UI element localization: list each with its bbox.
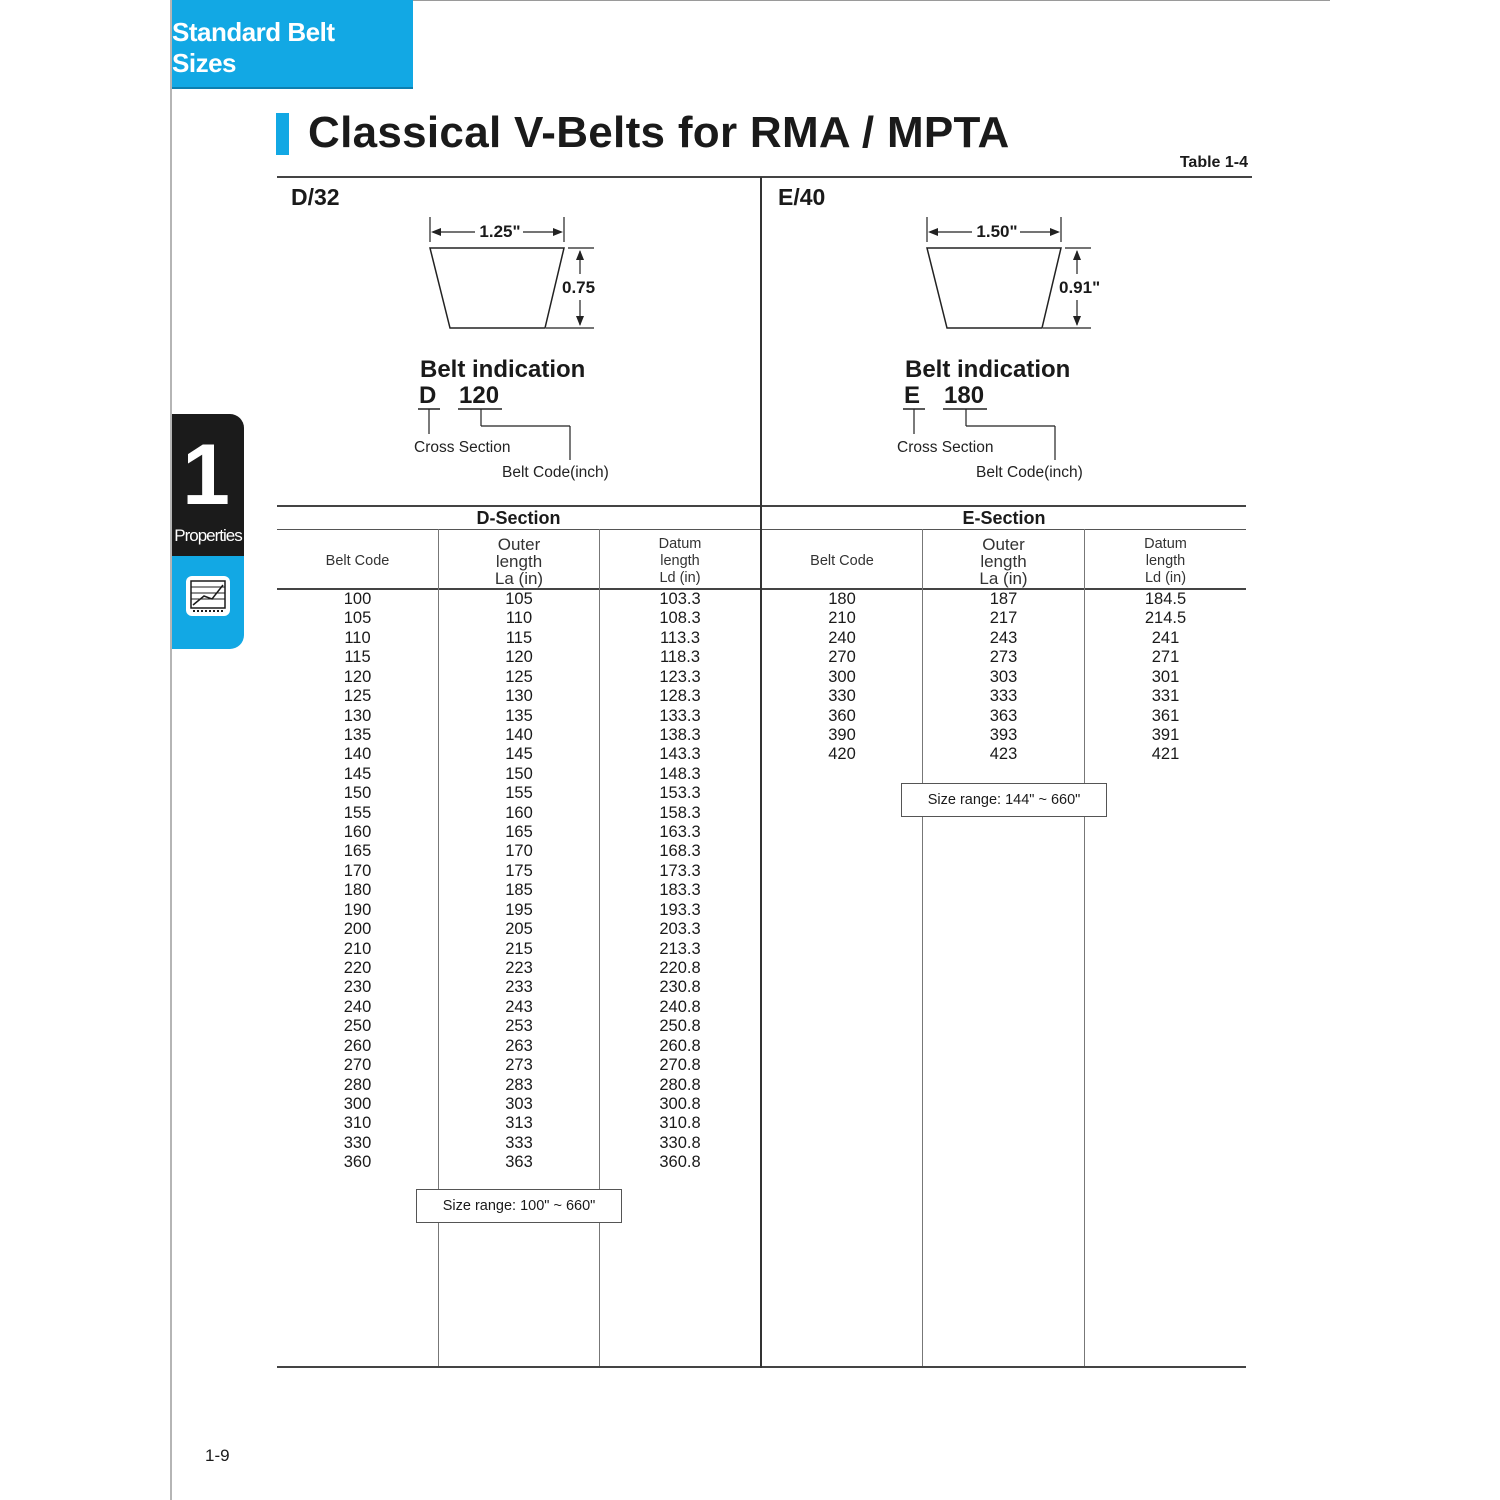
table-cell: 270.8 xyxy=(659,1056,701,1075)
chapter-label: Properties xyxy=(174,526,242,545)
table-cell: 240 xyxy=(343,997,372,1016)
table-cell: 330 xyxy=(828,687,856,706)
table-number: Table 1-4 xyxy=(1179,154,1248,171)
table-cell: 173.3 xyxy=(659,861,701,880)
table-cell: 183.3 xyxy=(659,881,701,900)
table-cell: 300.8 xyxy=(659,1094,701,1113)
chapter-number: 1 xyxy=(182,427,230,523)
e-col-head-outer-length: Outer length La (in) xyxy=(979,534,1028,588)
table-cell: 313 xyxy=(505,1114,533,1133)
d-col-datum-length xyxy=(600,590,760,1173)
table-cell: 160 xyxy=(505,803,533,822)
table-cell: 115 xyxy=(505,628,533,647)
table-cell: 330.8 xyxy=(659,1133,701,1152)
chapter-tab[interactable] xyxy=(172,414,244,556)
e-col-head-belt-code: Belt Code xyxy=(810,552,874,569)
table-cell: 217 xyxy=(989,609,1018,628)
e-col-head-datum-length: Datum length Ld (in) xyxy=(1144,535,1187,586)
table-cell: 360 xyxy=(343,1153,372,1172)
e-col-datum-length xyxy=(1085,590,1246,765)
center-divider xyxy=(760,177,762,1368)
table-cell: 361 xyxy=(1151,706,1180,725)
table-cell: 100 xyxy=(343,590,372,608)
table-cell: 103.3 xyxy=(659,590,701,608)
table-cell: 333 xyxy=(989,687,1018,706)
d-col-head-belt-code: Belt Code xyxy=(325,552,390,569)
e-indication-letter: E xyxy=(904,382,921,409)
table-cell: 120 xyxy=(505,648,533,667)
table-cell: 273 xyxy=(989,648,1018,667)
d-table-title: D-Section xyxy=(476,508,561,528)
table-cell: 125 xyxy=(343,687,372,706)
table-cell: 110 xyxy=(505,609,533,628)
table-cell: 155 xyxy=(505,784,533,803)
table-cell: 175 xyxy=(505,861,533,880)
chapter-tab-icon-area[interactable] xyxy=(172,556,244,649)
header-tab-rule xyxy=(172,87,413,89)
d-col-outer-length xyxy=(439,590,599,1173)
top-rule xyxy=(413,0,1330,1)
table-cell: 145 xyxy=(505,745,533,764)
table-cell: 214.5 xyxy=(1144,609,1187,628)
table-top-rule xyxy=(277,176,1252,178)
table-cell: 213.3 xyxy=(659,939,701,958)
table-cell: 205 xyxy=(505,920,533,939)
d-cross-section-note: Cross Section xyxy=(414,439,511,456)
table-cell: 331 xyxy=(1151,687,1180,706)
table-cell: 273 xyxy=(505,1056,533,1075)
page-title: Classical V-Belts for RMA / MPTA xyxy=(308,108,1010,157)
table-cell: 241 xyxy=(1151,628,1180,647)
table-cell: 263 xyxy=(505,1036,533,1055)
table-cell: 138.3 xyxy=(659,725,701,744)
table-cell: 168.3 xyxy=(659,842,701,861)
page-border xyxy=(170,0,172,1500)
table-cell: 220 xyxy=(343,959,372,978)
table-cell: 165 xyxy=(505,823,533,842)
table-cell: 120 xyxy=(343,667,372,686)
table-cell: 393 xyxy=(989,725,1018,744)
table-cell: 190 xyxy=(343,900,372,919)
table-cell: 233 xyxy=(505,978,533,997)
d-col-head-outer-length: Outer length La (in) xyxy=(494,534,544,588)
table-cell: 184.5 xyxy=(1144,590,1187,608)
table-cell: 128.3 xyxy=(659,687,701,706)
table-cell: 303 xyxy=(989,667,1018,686)
table-cell: 423 xyxy=(989,745,1018,764)
table-cell: 310.8 xyxy=(659,1114,701,1133)
table-cell: 135 xyxy=(505,706,533,725)
table-cell: 240 xyxy=(828,628,856,647)
table-cell: 230 xyxy=(343,978,372,997)
table-cell: 130 xyxy=(343,706,372,725)
d-belt-indication-title: Belt indication xyxy=(420,356,586,383)
table-cell: 330 xyxy=(343,1133,372,1152)
table-cell: 193.3 xyxy=(659,900,701,919)
table-cell: 391 xyxy=(1151,725,1180,744)
e-belt-code-note: Belt Code(inch) xyxy=(976,464,1083,481)
table-cell: 180 xyxy=(343,881,372,900)
table-cell: 118.3 xyxy=(659,648,701,667)
table-cell: 210 xyxy=(828,609,856,628)
table-cell: 243 xyxy=(505,997,533,1016)
header-tab xyxy=(172,0,413,87)
table-cell: 108.3 xyxy=(659,609,701,628)
table-cell: 187 xyxy=(989,590,1018,608)
e-indication-code: 180 xyxy=(944,382,985,409)
table-cell: 140 xyxy=(505,725,533,744)
table-cell: 250.8 xyxy=(659,1017,701,1036)
table-cell: 210 xyxy=(343,939,372,958)
table-cell: 170 xyxy=(343,861,372,880)
table-cell: 115 xyxy=(344,648,371,667)
table-cell: 271 xyxy=(1151,648,1180,667)
table-cell: 195 xyxy=(505,900,533,919)
table-cell: 223 xyxy=(505,959,533,978)
table-cell: 105 xyxy=(343,609,372,628)
table-cell: 130 xyxy=(505,687,533,706)
table-cell: 360 xyxy=(828,706,856,725)
table-cell: 220.8 xyxy=(659,959,701,978)
table-cell: 301 xyxy=(1151,667,1180,686)
e-col-belt-code xyxy=(762,590,922,765)
table-cell: 280 xyxy=(343,1075,372,1094)
table-cell: 253 xyxy=(505,1017,533,1036)
header-tab-label: Standard Belt Sizes xyxy=(172,17,335,78)
table-cell: 180 xyxy=(828,590,856,608)
table-cell: 243 xyxy=(989,628,1018,647)
e-table-title: E-Section xyxy=(962,508,1046,528)
table-cell: 135 xyxy=(343,725,372,744)
chart-book-icon xyxy=(186,576,230,616)
table-cell: 333 xyxy=(505,1133,533,1152)
table-cell: 300 xyxy=(828,667,856,686)
table-cell: 148.3 xyxy=(659,764,701,783)
d-title-rule xyxy=(277,529,760,530)
table-cell: 153.3 xyxy=(659,784,701,803)
table-cell: 260.8 xyxy=(659,1036,701,1055)
table-cell: 230.8 xyxy=(659,978,701,997)
table-cell: 420 xyxy=(828,745,856,764)
table-cell: 143.3 xyxy=(659,745,701,764)
e-size-range-box: Size range: 144" ~ 660" xyxy=(901,783,1107,817)
d-height-label: 0.75 xyxy=(562,278,596,297)
table-cell: 250 xyxy=(343,1017,372,1036)
e-table-rule-bottom xyxy=(762,1366,1246,1368)
page-number: 1-9 xyxy=(205,1446,230,1465)
table-cell: 360.8 xyxy=(659,1153,701,1172)
table-cell: 113.3 xyxy=(659,628,701,647)
d-top-width-label: 1.25" xyxy=(479,222,521,241)
table-cell: 110 xyxy=(344,628,371,647)
e-belt-indication-title: Belt indication xyxy=(905,356,1071,383)
table-cell: 300 xyxy=(343,1094,372,1113)
e-cross-section-note: Cross Section xyxy=(897,439,994,456)
table-cell: 105 xyxy=(505,590,533,608)
d-indication-code: 120 xyxy=(459,382,500,409)
table-cell: 270 xyxy=(828,648,856,667)
d-size-range-box: Size range: 100" ~ 660" xyxy=(416,1189,622,1223)
table-cell: 133.3 xyxy=(659,706,701,725)
table-cell: 150 xyxy=(343,784,372,803)
table-cell: 140 xyxy=(343,745,372,764)
d-table-rule-top xyxy=(277,505,760,507)
table-cell: 150 xyxy=(505,764,533,783)
table-cell: 310 xyxy=(343,1114,372,1133)
e-height-label: 0.91" xyxy=(1059,278,1101,297)
d-col-belt-code xyxy=(277,590,438,1173)
table-cell: 215 xyxy=(505,939,533,958)
table-cell: 270 xyxy=(343,1056,372,1075)
table-cell: 283 xyxy=(505,1075,533,1094)
table-cell: 421 xyxy=(1151,745,1180,764)
table-cell: 185 xyxy=(505,881,533,900)
table-cell: 200 xyxy=(343,920,372,939)
table-cell: 125 xyxy=(505,667,533,686)
e-title-rule xyxy=(762,529,1246,530)
e-col-outer-length xyxy=(923,590,1084,765)
title-accent-bar xyxy=(276,113,289,155)
d-section-label: D/32 xyxy=(291,184,340,210)
d-table-rule-bottom xyxy=(277,1366,760,1368)
table-cell: 303 xyxy=(505,1094,533,1113)
table-cell: 260 xyxy=(343,1036,372,1055)
table-cell: 203.3 xyxy=(659,920,701,939)
table-cell: 155 xyxy=(343,803,372,822)
table-cell: 170 xyxy=(505,842,533,861)
table-cell: 363 xyxy=(989,706,1018,725)
d-belt-code-note: Belt Code(inch) xyxy=(502,464,609,481)
table-cell: 160 xyxy=(343,823,372,842)
d-col-head-datum-length: Datum length Ld (in) xyxy=(658,535,702,586)
d-indication-letter: D xyxy=(419,382,437,409)
table-cell: 390 xyxy=(828,725,856,744)
table-cell: 280.8 xyxy=(659,1075,701,1094)
table-cell: 123.3 xyxy=(659,667,701,686)
e-section-label: E/40 xyxy=(778,184,826,210)
e-top-width-label: 1.50" xyxy=(976,222,1018,241)
table-cell: 163.3 xyxy=(659,823,701,842)
table-cell: 158.3 xyxy=(659,803,701,822)
table-cell: 145 xyxy=(343,764,372,783)
table-cell: 165 xyxy=(343,842,372,861)
table-cell: 363 xyxy=(505,1153,533,1172)
e-table-rule-top xyxy=(762,505,1246,507)
table-cell: 240.8 xyxy=(659,997,701,1016)
